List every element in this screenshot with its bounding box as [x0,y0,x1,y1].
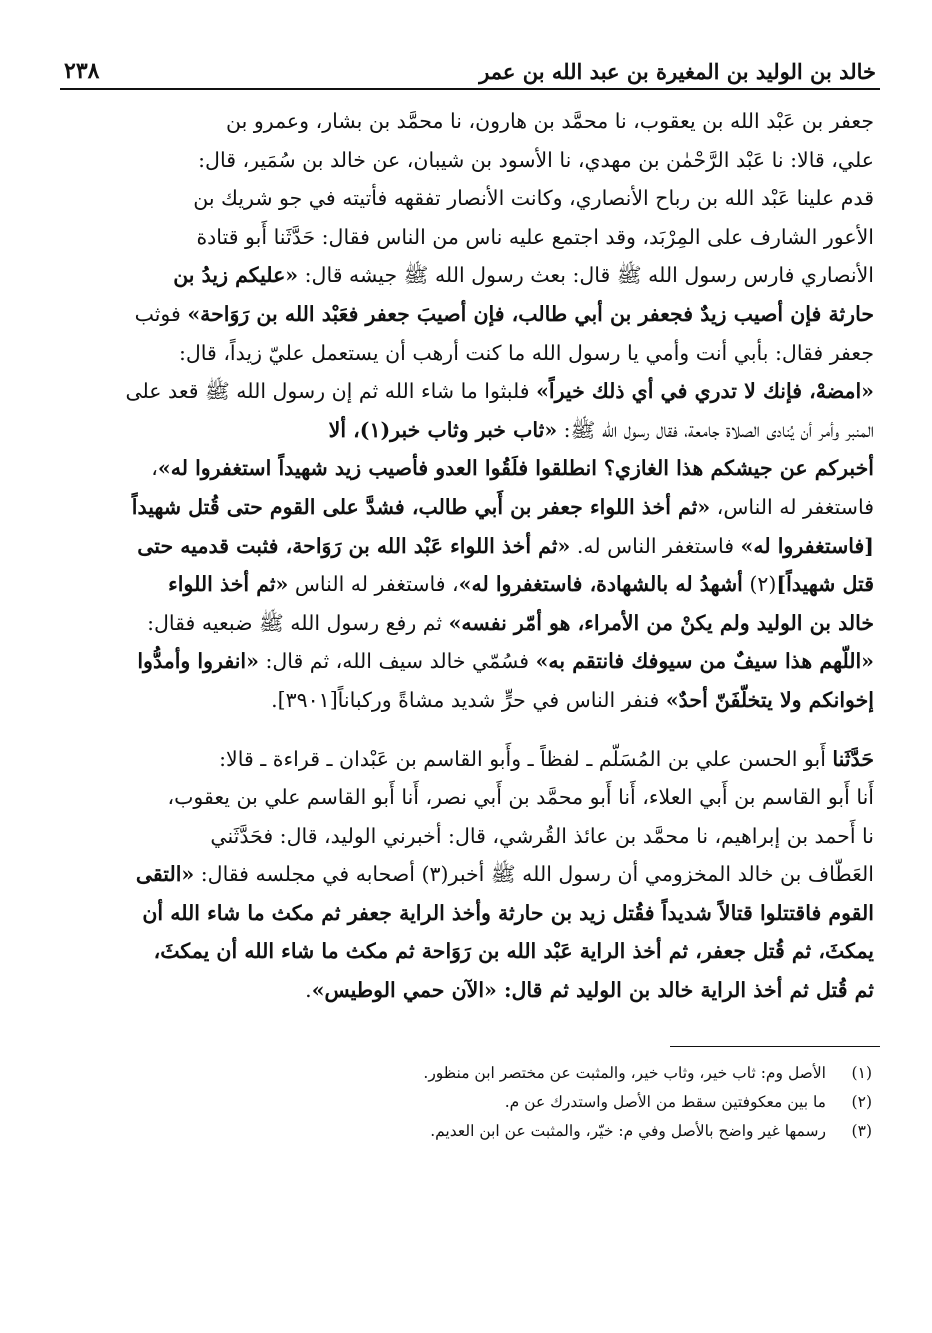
text-run: فوثب [134,301,188,326]
bold-text-run: حَدَّثَنا [832,746,874,771]
bold-text-run: «اللّهم هذا سيفٌ من سيوفك فانتقم به» [535,649,874,674]
bold-text-run: «ثاب خبر وثاب خبر(١)، ألا [328,417,558,442]
text-run: علي، قالا: نا عَبْد الرَّحْمٰن بن مهدي، نا الأسود بن شيبان، عن خالد بن سُمَير، قال: [198,147,874,172]
footnote-text: الأصل وم: ثاب خير، وثاب خير، والمثبت عن مختصر ابن منظور. [423,1063,826,1082]
text-line [66,449,874,488]
text-run: فاستغفر له الناس، [710,494,874,519]
bold-text-run: يمكثَ، ثم قُتل جعفر، ثم أخذ الراية عَبْد الله بن رَوَاحة ثم مكث ما شاء الله أن يمكثَ، [153,939,874,964]
bold-text-run: القوم فاقتتلوا قتالاً شديداً فقُتل زيد بن حارثة وأخذ الراية جعفر ثم مكث ما شاء الله أن [142,900,874,925]
footnote-divider [670,1046,880,1047]
text-line [66,372,874,411]
text-line [66,817,874,856]
footnote [60,1117,872,1146]
document-page [60,48,880,1308]
text-line [66,681,874,720]
text-run: قدم علينا عَبْد الله بن رباح الأنصاري، وكانت الأنصار تفقهه فأتيته في جو شريك بن [193,186,874,211]
text-run: جعفر بن عَبْد الله بن يعقوب، نا محمَّد بن هارون، نا محمَّد بن بشار، وعمرو بن [226,109,874,133]
text-line [66,334,874,373]
bold-text-run: «عليكم زيدُ بن [173,263,299,288]
footnote-text: رسمها غير واضح بالأصل وفي م: خيّر، والمثبت عن ابن العديم. [430,1121,826,1140]
text-line [66,527,874,566]
text-line [66,971,874,1010]
page-header [60,48,880,90]
paragraph-1 [66,102,874,720]
text-run: (٢) [742,572,777,597]
text-run: ثم رفع رسول الله ﷺ ضبعيه فقال: [147,610,449,635]
text-run: فنفر الناس في حرٍّ شديد مشاةً وركباناً[٣٩٠١]. [271,687,666,712]
bold-text-run: «ثم أخذ اللواء عَبْد الله بن رَوَاحة، فثبت قدميه حتى [137,533,571,558]
footnote [60,1059,872,1088]
text-run: فسُمّي خالد سيف الله، ثم قال: [258,649,536,674]
footnote-number: (٣) [851,1121,872,1140]
text-line [66,218,874,257]
text-run: فلبثوا ما شاء الله ثم إن رسول الله ﷺ قعد على [125,379,537,404]
main-text [60,102,880,1010]
bold-text-run: أخبركم عن جيشكم هذا الغازي؟ انطلقوا فلَقُوا العدو فأصيب زيد شهيداً استغفروا له» [157,456,874,481]
text-run: المنبر وأمر أن يُنادى الصلاة جامعة، فقال رسول الله ﷺ: [557,417,874,442]
text-run: الأنصاري فارس رسول الله ﷺ قال: بعث رسول الله ﷺ جيشه قال: [298,263,874,288]
text-line [66,295,874,334]
text-run: العَطّاف بن خالد المخزومي أن رسول الله ﷺ أخبر(٣) أصحابه في مجلسه فقال: [194,862,874,887]
text-line [66,604,874,643]
text-line [66,102,874,141]
text-run: . [305,978,312,1003]
text-line [66,565,874,604]
bold-text-run: إخوانكم ولا يتخلّفَنّ أحدٌ» [665,687,874,712]
text-line [66,411,874,450]
paragraph-gap [66,720,874,740]
bold-text-run: «ثم أخذ اللواء جعفر بن أَبي طالب، فشدَّ على القوم حتى قُتل شهيداً [131,494,711,519]
text-line [66,642,874,681]
bold-text-run: ثم قُتل ثم أخذ الراية خالد بن الوليد ثم قال: «الآن حمي الوطيس» [311,978,874,1003]
running-title: خالد بن الوليد بن المغيرة بن عبد الله بن عمر [479,59,876,84]
text-line [66,256,874,295]
bold-text-run: [فاستغفروا له» [740,533,874,558]
text-run: فاستغفر الناس له. [570,533,741,558]
text-line [66,488,874,527]
bold-text-run: «امضهْ، فإنك لا تدري في أي ذلك خيراً» [536,379,874,404]
text-run: ، فاستغفر له الناس [288,572,459,597]
text-run: ، [151,456,158,481]
text-line [66,855,874,894]
bold-text-run: حارثة فإن أصيب زيدٌ فجعفر بن أبي طالب، فإن أصيبَ جعفر فعَبْد الله بن رَوَاحة» [187,301,874,326]
text-run: الأعور الشارف على المِرْبَد، وقد اجتمع عليه ناس من الناس فقال: حَدَّثَنا أَبو قتادة [196,224,874,249]
footnote-number: (٢) [851,1092,872,1111]
text-run: أَنا أَبو القاسم بن أَبي العلاء، أَنا أَبو محمَّد بن أَبي نصر، أَنا أَبو القاسم علي بن يعقوب، [167,785,874,810]
bold-text-run: «انفروا وأمدُّوا [137,649,259,674]
footnote-text: ما بين معكوفتين سقط من الأصل واستدرك عن م. [504,1092,826,1111]
text-line [66,894,874,933]
footnotes [60,1059,880,1146]
footnote [60,1088,872,1117]
text-line [66,141,874,180]
bold-text-run: خالد بن الوليد ولم يكنْ من الأمراء، هو أمّر نفسه» [448,610,874,635]
bold-text-run: «ثم أخذ اللواء [168,572,289,597]
text-run: نا أَحمد بن إبراهيم، نا محمَّد بن عائذ القُرشي، قال: أخبرني الوليد، قال: فحَدَّثَني [210,823,874,848]
paragraph-2 [66,740,874,1010]
bold-text-run: «التقى [135,862,195,887]
text-run: أَبو الحسن علي بن المُسَلّم ـ لفظاً ـ وأَبو القاسم بن عَبْدان ـ قراءة ـ قالا: [219,746,833,771]
text-line [66,740,874,779]
text-line [66,932,874,971]
footnote-number: (١) [851,1063,872,1082]
text-line [66,179,874,218]
text-run: جعفر فقال: بأبي أنت وأمي يا رسول الله ما كنت أرهب أن يستعمل عليّ زيداً، قال: [178,340,874,365]
bold-text-run: أشهدُ له بالشهادة، فاستغفروا له» [458,572,743,597]
bold-text-run: قتل شهيداً] [776,572,874,597]
text-line [66,778,874,817]
page-number: ٢٣٨ [64,58,100,84]
